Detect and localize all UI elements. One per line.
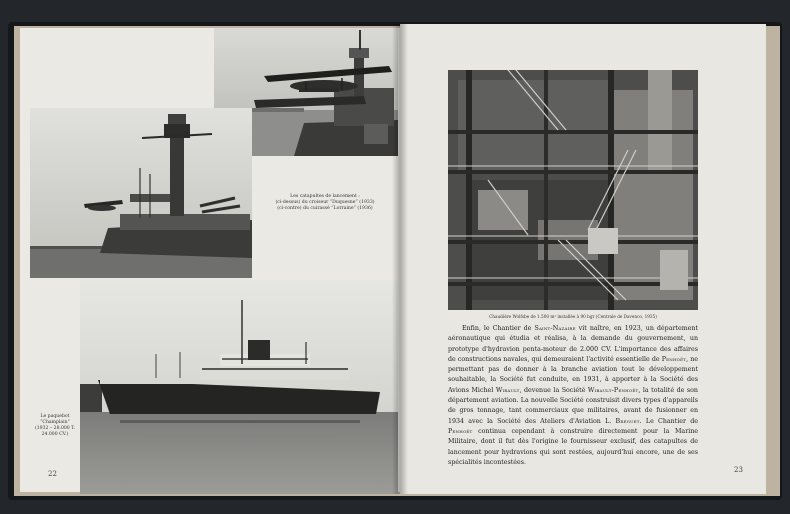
body-text-part: Enfin, le Chantier de [462, 325, 535, 332]
caption-liner-line-4: 24.000 CV.) [41, 432, 69, 437]
caption-catapults-line-1: Les catapultes de lancement : [290, 194, 360, 199]
caption-catapults [256, 194, 394, 212]
body-text-part: , devenue la Société [519, 386, 588, 394]
caption-liner [32, 414, 78, 438]
photo-boiler-structure-image [448, 70, 698, 310]
body-text-smallcaps: Breguet [615, 417, 640, 425]
body-text-smallcaps: Penhoët [661, 355, 687, 363]
body-text-part: , ne permettant pas de donner à la branche aviation tout le développement souhaitable, la Société fut conduite, en 1931, à apporter à la Société des Avions Michel [448, 355, 698, 394]
body-text-smallcaps: Penhoët [448, 427, 473, 435]
caption-liner-line-3: (1932 – 28.000 T. [34, 426, 76, 431]
page-number-left: 22 [48, 470, 57, 478]
caption-liner-line-1: Le paquebot [40, 414, 70, 419]
photo-liner-champlain-image [80, 280, 398, 494]
body-text-smallcaps: Wibault-Penhoët [587, 386, 639, 394]
photo-battleship-lorraine-image [30, 108, 252, 278]
caption-liner-line-2: “Champlain” [40, 420, 70, 425]
book-gutter [392, 24, 408, 494]
body-text-part: , la totalité de son département aviation. La nouvelle Société construisit divers types d'appareils de gros tonnage, tant commerciaux que militaires, avant de fusionner en 1934 avec la Société des Ateliers d'Aviation L. [448, 386, 698, 425]
body-text-part: vit naître, en 1923, un département aéronautique qui étudia et réalisa, à la demande du gouvernement, un prototype d'hydravion penta-moteur de 2.000 CV. L'importance des affaires de constructions navales, qui demeuraient l'activité essentielle de [448, 325, 698, 363]
caption-catapults-line-3: (ci-contre) du cuirassé “Lorraine” (1936) [277, 206, 373, 211]
body-text-smallcaps: Wibault [495, 386, 520, 394]
photo-liner-champlain [80, 280, 398, 494]
caption-catapults-line-2: (ci-dessus) du croiseur “Duquesne” (1933) [275, 200, 375, 205]
body-text-smallcaps: Saint-Nazaire [534, 325, 576, 332]
photo-battleship-lorraine [30, 108, 252, 278]
body-text-part: continua cependant à construire directement pour la Marine Militaire, dont il fut dès l'origine le fournisseur exclusif, des catapultes de lancement pour hydravions qui sont restées, aujourd'hui encore, une de ses spécialités incontestées. [448, 427, 698, 466]
body-text-paragraph [448, 324, 698, 468]
body-text-part: . Le Chantier de [639, 417, 698, 425]
caption-boiler: Chaudière Wolfsbe de 1.500 m² installée à 90 bgr (Centrale de Davenco, 1935) [489, 314, 657, 319]
photo-boiler-structure [448, 70, 698, 310]
page-number-right: 23 [734, 466, 743, 474]
